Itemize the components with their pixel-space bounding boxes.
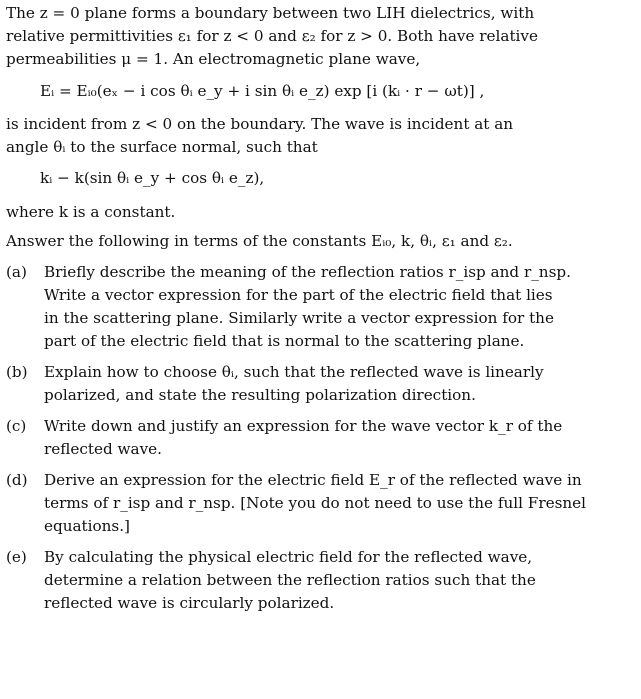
where-line: where k is a constant. xyxy=(6,203,176,221)
question-label: (c) xyxy=(6,417,27,435)
wave-vector-equation: kᵢ − k(sin θᵢ e_y + cos θᵢ e_z), xyxy=(40,169,265,187)
question-line: By calculating the physical electric field for the reflected wave, xyxy=(44,548,533,566)
question-label: (e) xyxy=(6,548,27,566)
question-a xyxy=(6,261,633,353)
question-line: Explain how to choose θᵢ, such that the reflected wave is linearly xyxy=(44,363,544,381)
question-line: in the scattering plane. Similarly write a vector expression for the xyxy=(44,309,554,327)
question-label: (a) xyxy=(6,263,27,281)
question-c xyxy=(6,415,633,461)
intro-line-1: The z = 0 plane forms a boundary between two LIH dielectrics, with xyxy=(6,4,535,22)
question-line: equations.] xyxy=(44,517,130,535)
question-body xyxy=(44,546,633,615)
incident-line-2: angle θᵢ to the surface normal, such that xyxy=(6,138,318,156)
question-line: Derive an expression for the electric field E_r of the reflected wave in xyxy=(44,471,582,489)
incident-field-equation: Eᵢ = Eᵢ₀(eₓ − i cos θᵢ e_y + i sin θᵢ e_z) exp [i (kᵢ · r − ωt)] , xyxy=(40,82,485,100)
incident-paragraph xyxy=(6,113,633,159)
question-line: terms of r_isp and r_nsp. [Note you do not need to use the full Fresnel xyxy=(44,494,586,512)
question-b xyxy=(6,361,633,407)
question-body xyxy=(44,415,633,461)
question-label: (d) xyxy=(6,471,28,489)
question-line: reflected wave is circularly polarized. xyxy=(44,594,335,612)
question-line: polarized, and state the resulting polarization direction. xyxy=(44,386,476,404)
question-line: reflected wave. xyxy=(44,440,162,458)
question-label: (b) xyxy=(6,363,28,381)
question-d xyxy=(6,469,633,538)
question-line: Write a vector expression for the part of the electric field that lies xyxy=(44,286,553,304)
incident-line-1: is incident from z < 0 on the boundary. The wave is incident at an xyxy=(6,115,514,133)
question-body xyxy=(44,469,633,538)
question-body xyxy=(44,261,633,353)
intro-line-2: relative permittivities ε₁ for z < 0 and ε₂ for z > 0. Both have relative xyxy=(6,27,538,45)
question-line: Write down and justify an expression for the wave vector k_r of the xyxy=(44,417,563,435)
intro-line-3: permeabilities μ = 1. An electromagnetic plane wave, xyxy=(6,50,421,68)
question-line: Briefly describe the meaning of the reflection ratios r_isp and r_nsp. xyxy=(44,263,571,281)
answer-instructions: Answer the following in terms of the constants Eᵢ₀, k, θᵢ, ε₁ and ε₂. xyxy=(6,232,513,250)
intro-paragraph xyxy=(6,2,633,71)
question-body xyxy=(44,361,633,407)
question-line: part of the electric field that is normal to the scattering plane. xyxy=(44,332,525,350)
question-line: determine a relation between the reflection ratios such that the xyxy=(44,571,536,589)
question-e xyxy=(6,546,633,615)
